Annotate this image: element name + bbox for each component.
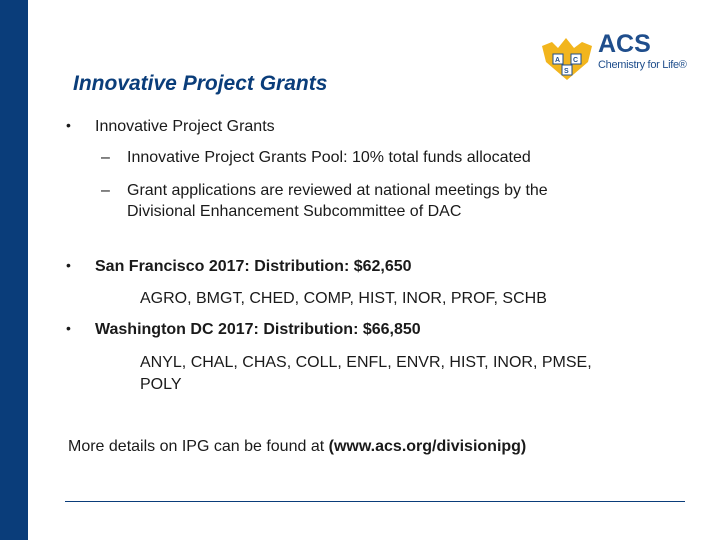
footer-note-link[interactable]: (www.acs.org/divisionipg) (328, 438, 527, 455)
bullet-2-detail: AGRO, BMGT, CHED, COMP, HIST, INOR, PROF, SCHB (140, 290, 547, 307)
bullet-marker: • (66, 257, 71, 273)
svg-text:S: S (564, 68, 569, 75)
footer-divider (65, 501, 685, 502)
bullet-marker: • (66, 117, 71, 133)
page-title: Innovative Project Grants (73, 72, 328, 95)
logo-tagline: Chemistry for Life® (598, 59, 687, 71)
svg-text:A: A (555, 57, 561, 64)
bullet-1-sub-2: Grant applications are reviewed at national meetings by the (127, 182, 548, 199)
bullet-1-text: Innovative Project Grants (95, 118, 275, 135)
logo-wordmark: ACS (598, 30, 651, 58)
acs-logo (538, 30, 688, 86)
bullet-3-text: Washington DC 2017: Distribution: $66,850 (95, 321, 421, 338)
dash-marker: – (101, 182, 110, 199)
left-accent-bar (0, 0, 28, 540)
bullet-3-detail-2: POLY (140, 376, 182, 393)
bullet-1-sub-2-cont: Divisional Enhancement Subcommittee of DAC (127, 203, 462, 220)
bullet-2-text: San Francisco 2017: Distribution: $62,650 (95, 258, 412, 275)
dash-marker: – (101, 149, 110, 166)
footer-note-prefix: More details on IPG can be found at (68, 438, 329, 455)
acs-emblem-icon (538, 32, 596, 84)
svg-text:C: C (573, 57, 579, 64)
bullet-marker: • (66, 320, 71, 336)
bullet-1-sub-1: Innovative Project Grants Pool: 10% total funds allocated (127, 149, 531, 166)
bullet-3-detail-1: ANYL, CHAL, CHAS, COLL, ENFL, ENVR, HIST, INOR, PMSE, (140, 354, 592, 371)
footer-note (68, 438, 526, 456)
